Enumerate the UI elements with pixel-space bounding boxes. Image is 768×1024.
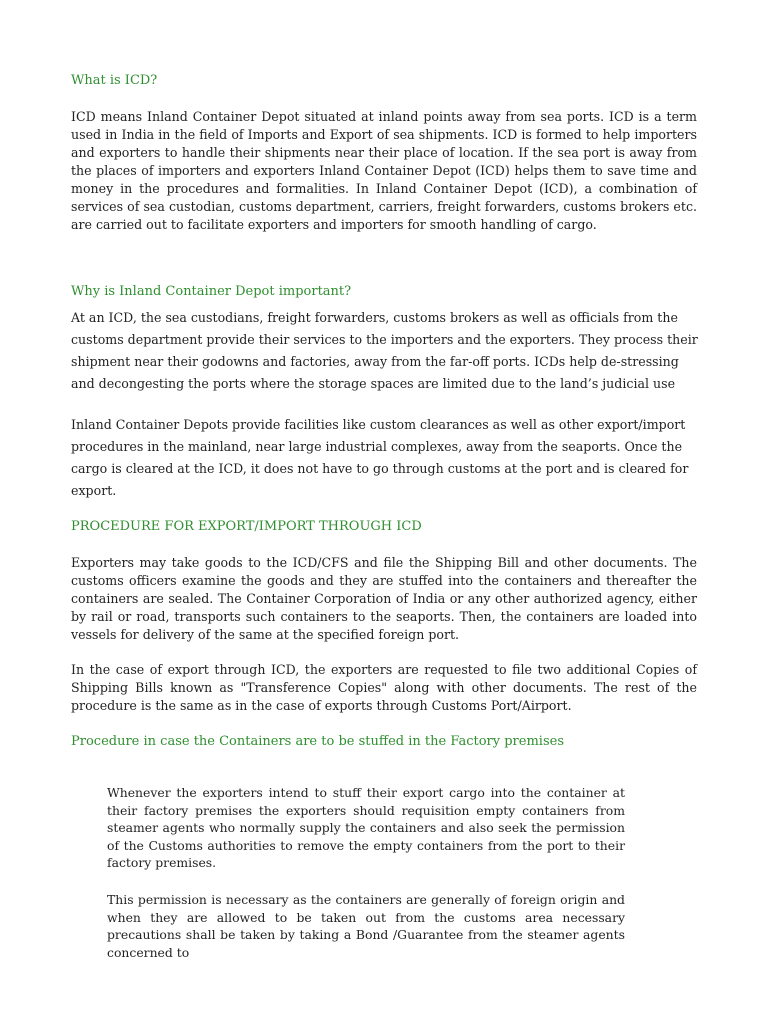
heading-factory-stuffing-procedure: Procedure in case the Containers are to be stuffed in the Factory premises [71, 734, 564, 749]
heading-procedure-export-import: PROCEDURE FOR EXPORT/IMPORT THROUGH ICD [71, 519, 422, 534]
heading-why-icd-important: Why is Inland Container Depot important? [71, 284, 352, 299]
paragraph-permission-bond: This permission is necessary as the containers are generally of foreign origin and when they are allowed to be taken out from the customs area necessary precautions shall be taken by taking a Bond /Guarantee from the steamer agents concerned to [107, 892, 625, 960]
paragraph-export-procedure: Exporters may take goods to the ICD/CFS and file the Shipping Bill and other documents. The customs officers examine the goods and they are stuffed into the containers and thereafter the containers are sealed. The Container Corporation of India or any other authorized agency, either by rail or road, transports such containers to the seaports. Then, the containers are loaded into vessels for delivery of the same at the specified foreign port. [71, 555, 697, 642]
paragraph-icd-definition: ICD means Inland Container Depot situated at inland points away from sea ports. ICD is a term used in India in the field of Imports and Export of sea shipments. ICD is formed to help importers and exporters to handle their shipments near their place of location. If the sea port is away from the places of importers and exporters Inland Container Depot (ICD) helps them to save time and money in the procedures and formalities. In Inland Container Depot (ICD), a combination of services of sea custodian, customs department, carriers, freight forwarders, customs brokers etc. are carried out to facilitate exporters and importers for smooth handling of cargo. [71, 109, 697, 232]
paragraph-icd-facilities: Inland Container Depots provide facilities like custom clearances as well as other export/import procedures in the mainland, near large industrial complexes, away from the seaports. Once the cargo is cleared at the ICD, it does not have to go through customs at the port and is cleared for export. [71, 417, 689, 498]
heading-what-is-icd: What is ICD? [71, 73, 158, 88]
paragraph-icd-services: At an ICD, the sea custodians, freight forwarders, customs brokers as well as officials from the customs department provide their services to the importers and the exporters. They process their shipment near their godowns and factories, away from the far-off ports. ICDs help de-stressing and decongesting the ports where the storage spaces are limited due to the land’s judicial use [71, 310, 698, 391]
paragraph-transference-copies: In the case of export through ICD, the exporters are requested to file two additional Copies of Shipping Bills known as "Transference Copies" along with other documents. The rest of the procedure is the same as in the case of exports through Customs Port/Airport. [71, 662, 697, 713]
paragraph-factory-stuffing: Whenever the exporters intend to stuff their export cargo into the container at their factory premises the exporters should requisition empty containers from steamer agents who normally supply the containers and also seek the permission of the Customs authorities to remove the empty containers from the port to their factory premises. [107, 785, 625, 870]
